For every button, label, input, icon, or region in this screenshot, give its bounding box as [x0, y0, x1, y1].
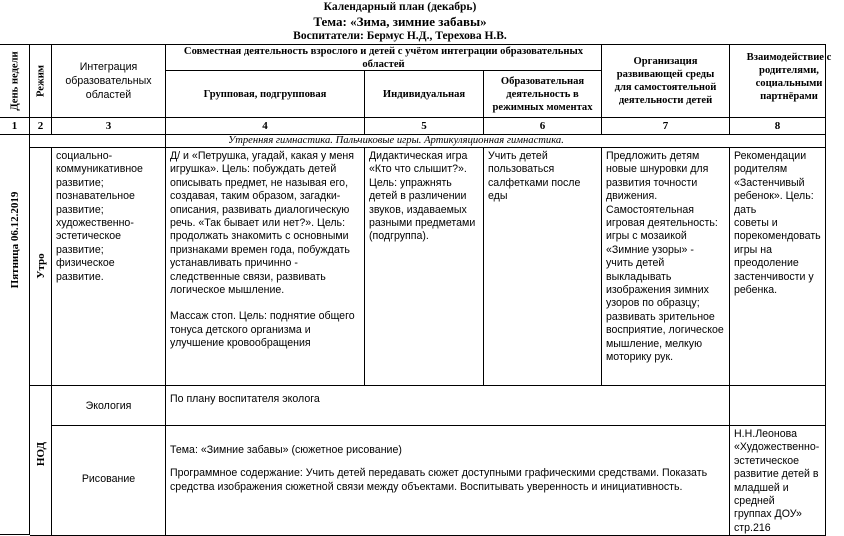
drawing-cell	[166, 426, 730, 536]
num-cell: 6	[484, 118, 602, 135]
mode-nod: НОД	[34, 441, 47, 467]
ecology-text: По плану воспитателя эколога	[170, 393, 320, 405]
drawing-text: Программное содержание: Учить детей передавать сюжет доступными графическими средствами. Показать средства изображения сюжетной связи между объектами. Воспитывать уверенность и инициативность.	[170, 467, 708, 493]
drawing-source: Н.Н.Леонова «Художественно- эстетическое развитие детей в младшей и средней группах ДОУ» стр.216	[730, 426, 826, 536]
mode-morning-cell	[30, 148, 52, 386]
drawing-label: Рисование	[52, 426, 166, 536]
col-joint-header: Совместная деятельность взрослого и детей с учётом интеграции образовательных областей	[166, 44, 602, 71]
morning-group-text: Д/ и «Петрушка, угадай, какая у меня игрушка». Цель: побуждать детей описывать предмет, не называя его, создавая, таким образом, загадки- описания, развивать диалогическую речь. «Так бывает или нет?». Цель: продолжать знакомить с основными признаками времен года, побуждать устанавливать причинно - следственные связи, развивать логическое мышление.	[170, 150, 354, 297]
col-group-header: Групповая, подгрупповая	[166, 71, 365, 118]
day-label: Пятница 06.12.2019	[8, 191, 21, 289]
mode-morning: Утро	[34, 253, 47, 279]
morning-interaction: Рекомендации родителям «Застенчивый ребенок». Цель: дать советы и порекомендовать игры на преодоление застенчивости у ребенка.	[730, 148, 826, 386]
ecology-label: Экология	[52, 386, 166, 426]
plan-theme: Тема: «Зима, зимние забавы»	[313, 14, 487, 29]
day-cell	[0, 135, 30, 535]
morning-integration: социально- коммуникативное развитие; познавательное развитие; художественно- эстетическое развитие; физическое развитие.	[52, 148, 166, 386]
morning-individual: Дидактическая игра «Кто что слышит?». Цель: упражнять детей в различении звуков, издаваемых разными предметами (подгруппа).	[365, 148, 484, 386]
col-day-header: День недели	[0, 44, 30, 118]
col-environment-header: Организация развивающей среды для самостоятельной деятельности детей	[602, 44, 730, 118]
num-cell: 4	[166, 118, 365, 135]
morning-routine: Учить детей пользоваться салфетками после еды	[484, 148, 602, 386]
ecology-source-blank	[730, 386, 826, 426]
morning-environment: Предложить детям новые шнуровки для развития точности движения. Самостоятельная игровая деятельность: игры с мозаикой «Зимние узоры» - учить детей выкладывать изображения зимних узоров по образцу; развивать зрительное восприятие, логическое мышление, мелкую моторику рук.	[602, 148, 730, 386]
gymnastics-text: Утренняя гимнастика. Пальчиковые игры. Артикуляционная гимнастика.	[228, 135, 564, 146]
plan-teachers: Воспитатели: Бермус Н.Д., Терехова Н.В.	[293, 30, 507, 42]
morning-group-text2: Массаж стоп. Цель: поднятие общего тонуса детского организма и улучшение кровообращения	[170, 310, 355, 350]
num-cell: 3	[52, 118, 166, 135]
col-routine-header: Образовательная деятельность в режимных моментах	[484, 71, 602, 118]
col-individual-header: Индивидуальная	[365, 71, 484, 118]
num-cell: 5	[365, 118, 484, 135]
ecology-cell	[166, 386, 730, 426]
plan-title: Календарный план (декабрь)	[323, 1, 477, 13]
mode-nod-cell	[30, 386, 52, 536]
drawing-theme: Тема: «Зимние забавы» (сюжетное рисование)	[170, 444, 402, 456]
gymnastics-row	[166, 135, 826, 148]
gym-blank	[30, 135, 166, 148]
num-cell: 2	[30, 118, 52, 135]
col-mode-header: Режим	[30, 44, 52, 118]
num-cell: 8	[730, 118, 826, 135]
col-integration-header: Интеграция образовательных областей	[52, 44, 166, 118]
col-interaction-header: Взаимодействие с родителями, социальными партнёрами	[730, 44, 826, 118]
num-cell: 7	[602, 118, 730, 135]
num-cell: 1	[0, 118, 30, 135]
morning-group	[166, 148, 365, 386]
